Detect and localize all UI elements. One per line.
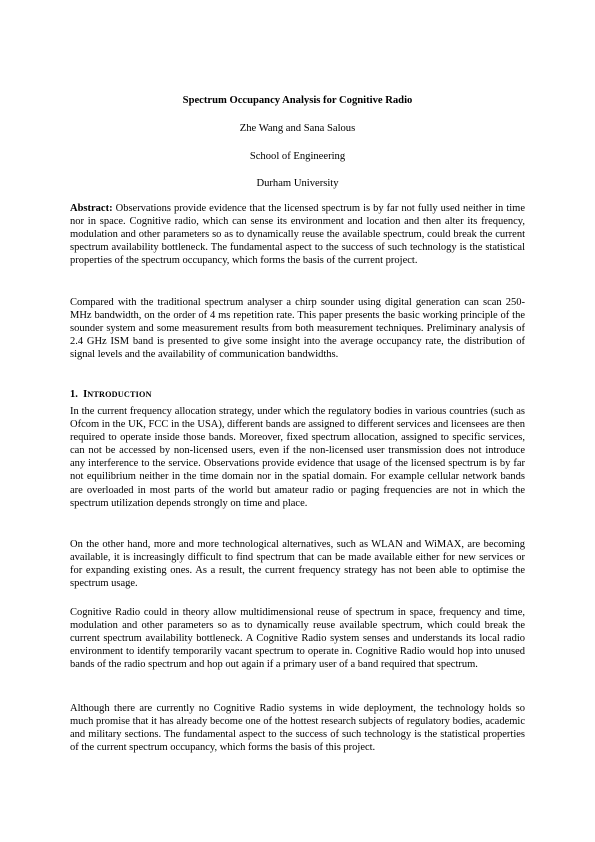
paper-department: School of Engineering (249, 151, 346, 162)
abstract-paragraph (70, 202, 525, 267)
section-title-rest: NTRODUCTION (87, 390, 152, 399)
paper-title: Spectrum Occupancy Analysis for Cognitive Radio (182, 95, 413, 106)
intro-paragraph-4: Although there are currently no Cognitive Radio systems in wide deployment, the technology holds so much promise that it has already become one of the hottest research subjects of regulatory bodies, academic and military sections. The fundamental aspect to the success of such technology is the statistical properties of the current spectrum occupancy, which forms the basis of this project. (70, 703, 525, 754)
abstract-paragraph-2: Compared with the traditional spectrum analyser a chirp sounder using digital generation can scan 250-MHz bandwidth, on the order of 4 ms repetition rate. This paper presents the basic working principle of the sounder system and some measurement results from both measurement techniques. Preliminary analysis of 2.4 GHz ISM band is presented to give some insight into the average occupancy rate, the distribution of signal levels and the availability of communication bandwidths. (70, 297, 525, 361)
section-heading-introduction (70, 389, 152, 400)
intro-paragraph-2: On the other hand, more and more technological alternatives, such as WLAN and WiMAX, are becoming available, it is increasingly difficult to find spectrum that can be made available either for new services or for expanding existing ones. As a result, the current frequency strategy has not been able to optimise the spectrum usage. (70, 539, 525, 590)
intro-paragraph-1: In the current frequency allocation strategy, under which the regulatory bodies in various countries (such as Ofcom in the UK, FCC in the USA), different bands are assigned to different services and licensees are then required to operate inside those bands. Moreover, fixed spectrum allocation, assigned to specific services, can not be accessed by non-licensed users, even if the non-licensed user transmission does not introduce any interference to the service. Observations provide evidence that usage of the licensed spectrum is by far not equilibrium neither in the time domain nor in the spatial domain. For example cellular network bands are overloaded in most parts of the world but amateur radio or paging frequencies are not in which the spectrum utilization depends strongly on time and place. (70, 406, 525, 509)
abstract-text: Observations provide evidence that the licensed spectrum is by far not fully used neither in time nor in space. Cognitive radio, which can sense its environment and location and then alter its frequency, modulation and other parameters so as to dynamically reuse the available spectrum, could break the current spectrum availability bottleneck. The fundamental aspect to the success of such technology is the statistical properties of the spectrum occupancy, which forms the basis of the current project. (70, 203, 525, 267)
paper-authors: Zhe Wang and Sana Salous (239, 123, 356, 134)
paper-university: Durham University (256, 178, 339, 189)
abstract-label: Abstract: (70, 203, 113, 214)
section-number: 1. (70, 389, 78, 400)
intro-paragraph-3: Cognitive Radio could in theory allow multidimensional reuse of spectrum in space, frequency and time, modulation and other parameters so as to dynamically reuse available spectrum, which could break the current spectrum availability bottleneck. A Cognitive Radio system senses and understands its local radio environment to identify temporarily vacant spectrum to operate in. Cognitive Radio would hop into unused bands of the radio spectrum and hop out again if a primary user of a band required that spectrum. (70, 607, 525, 671)
section-title-initial: I (83, 389, 88, 400)
